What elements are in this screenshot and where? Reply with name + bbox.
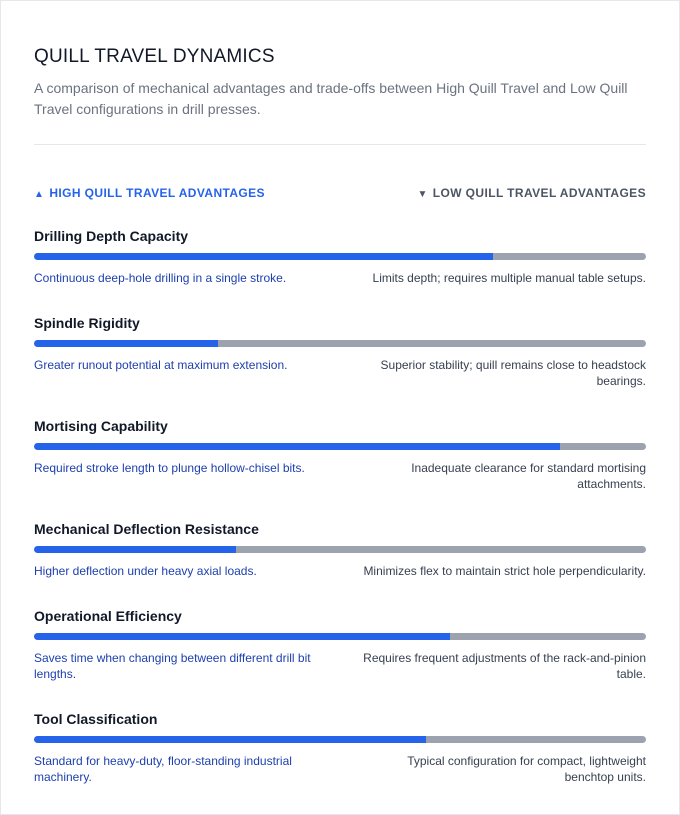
high-note: Standard for heavy-duty, floor-standing industrial machinery.	[34, 754, 292, 784]
high-note: Continuous deep-hole drilling in a single stroke.	[34, 271, 287, 285]
row-notes	[34, 460, 646, 492]
low-note: Inadequate clearance for standard mortising attachments.	[411, 461, 646, 491]
legend-high	[34, 186, 265, 200]
low-note: Limits depth; requires multiple manual table setups.	[372, 271, 646, 285]
low-note: Minimizes flex to maintain strict hole perpendicularity.	[363, 564, 646, 578]
comparison-bar-high	[34, 443, 560, 450]
chart-subtitle: A comparison of mechanical advantages and trade-offs between High Quill Travel and Low Quill Travel configurations in drill presses.	[34, 80, 628, 117]
comparison-bar-high	[34, 633, 450, 640]
legend-low-label: LOW QUILL TRAVEL ADVANTAGES	[432, 186, 646, 200]
row-notes	[34, 563, 646, 579]
chart-title: QUILL TRAVEL DYNAMICS	[34, 46, 275, 67]
row-title: Spindle Rigidity	[34, 315, 140, 331]
legend	[34, 185, 646, 201]
comparison-bar-low	[34, 443, 646, 450]
comparison-bar-high	[34, 340, 218, 347]
triangle-up-icon: ▲	[34, 189, 45, 200]
high-note: Greater runout potential at maximum extension.	[34, 358, 288, 372]
row-notes	[34, 270, 646, 286]
high-note: Required stroke length to plunge hollow-chisel bits.	[34, 461, 305, 475]
comparison-rows	[34, 227, 646, 785]
comparison-row	[34, 314, 646, 389]
low-note: Typical configuration for compact, lightweight benchtop units.	[407, 754, 646, 784]
triangle-down-icon: ▼	[417, 189, 428, 200]
high-note: Saves time when changing between different drill bit lengths.	[34, 651, 311, 681]
comparison-bar-high	[34, 253, 493, 260]
comparison-row	[34, 710, 646, 785]
comparison-bar-low	[34, 253, 646, 260]
row-notes	[34, 650, 646, 682]
low-note: Superior stability; quill remains close to headstock bearings.	[380, 358, 646, 388]
comparison-bar-low	[34, 340, 646, 347]
legend-low	[417, 186, 646, 200]
comparison-bar-low	[34, 736, 646, 743]
divider	[34, 144, 646, 145]
row-title: Operational Efficiency	[34, 608, 182, 624]
low-note: Requires frequent adjustments of the rack-and-pinion table.	[363, 651, 646, 681]
high-note: Higher deflection under heavy axial loads.	[34, 564, 257, 578]
comparison-row	[34, 417, 646, 492]
comparison-row	[34, 227, 646, 286]
row-notes	[34, 753, 646, 785]
comparison-bar-high	[34, 736, 426, 743]
comparison-row	[34, 607, 646, 682]
row-title: Tool Classification	[34, 711, 158, 727]
comparison-bar-low	[34, 633, 646, 640]
row-title: Mortising Capability	[34, 418, 168, 434]
row-title: Drilling Depth Capacity	[34, 228, 189, 244]
comparison-bar-high	[34, 546, 236, 553]
comparison-bar-low	[34, 546, 646, 553]
row-notes	[34, 357, 646, 389]
comparison-row	[34, 520, 646, 579]
legend-high-label: HIGH QUILL TRAVEL ADVANTAGES	[49, 186, 265, 200]
row-title: Mechanical Deflection Resistance	[34, 521, 259, 537]
